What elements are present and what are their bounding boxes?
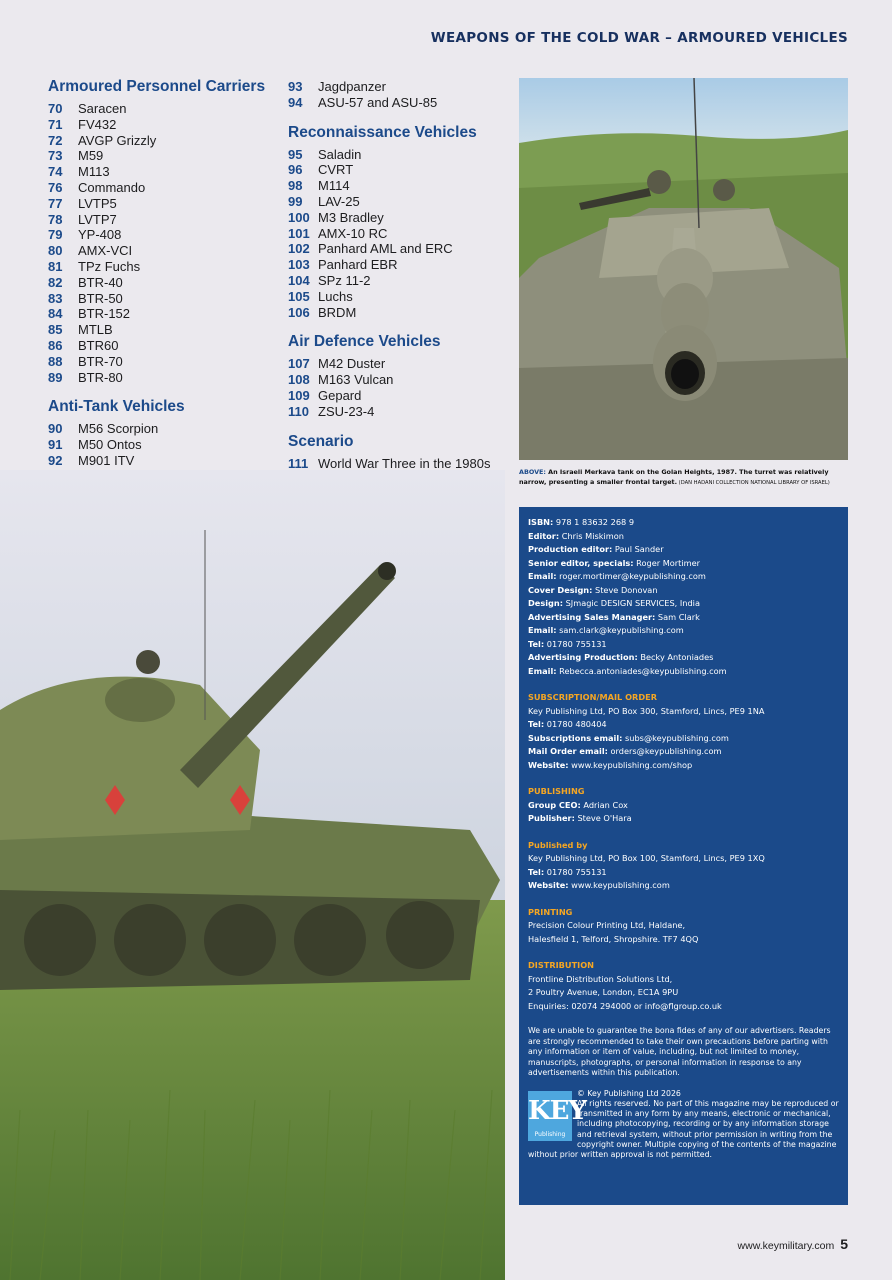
section-heading: Anti-Tank Vehicles bbox=[48, 398, 185, 416]
page-number-ref: 84 bbox=[48, 306, 63, 322]
credit-line bbox=[528, 570, 840, 584]
vehicle-name: LVTP7 bbox=[78, 211, 117, 227]
credit-label: Subscriptions email: bbox=[528, 732, 623, 743]
page-number-ref: 95 bbox=[288, 146, 303, 162]
vehicle-name: M114 bbox=[318, 178, 350, 194]
credit-value: sam.clark@keypublishing.com bbox=[556, 625, 684, 635]
section-heading: Air Defence Vehicles bbox=[288, 333, 441, 351]
credit-value: 978 1 83632 268 9 bbox=[553, 517, 635, 527]
vehicle-name: BTR-40 bbox=[78, 274, 123, 290]
vehicle-name: M56 Scorpion bbox=[78, 421, 159, 437]
credit-line bbox=[528, 651, 840, 665]
credit-line bbox=[528, 759, 840, 773]
vehicle-name: Panhard EBR bbox=[318, 257, 398, 273]
vehicle-name: FV432 bbox=[78, 116, 117, 132]
contents-entry bbox=[288, 456, 508, 472]
page-number-ref: 86 bbox=[48, 337, 63, 353]
contents-entry bbox=[48, 275, 268, 291]
credit-line: 2 Poultry Avenue, London, EC1A 9PU bbox=[528, 987, 679, 997]
vehicle-name: LVTP5 bbox=[78, 195, 117, 211]
contents-entry bbox=[48, 259, 268, 275]
subscription-heading: SUBSCRIPTION/MAIL ORDER bbox=[528, 692, 658, 702]
background-tank-illustration bbox=[0, 470, 505, 1280]
contents-entry bbox=[288, 147, 508, 163]
page-number-ref: 104 bbox=[288, 272, 310, 288]
vehicle-name: BRDM bbox=[318, 304, 357, 320]
page-number-ref: 85 bbox=[48, 322, 63, 338]
page-number-ref: 106 bbox=[288, 304, 310, 320]
credit-label: Email: bbox=[528, 625, 557, 635]
credit-value: Steve O'Hara bbox=[574, 813, 632, 823]
printing-section bbox=[528, 906, 840, 947]
contents-entry bbox=[288, 404, 508, 420]
vehicle-name: SPz 11-2 bbox=[318, 272, 371, 288]
page-number-ref: 76 bbox=[48, 179, 63, 195]
contents-entry bbox=[288, 356, 508, 372]
vehicle-name: Gepard bbox=[318, 387, 362, 403]
credit-line bbox=[528, 638, 840, 652]
published-by-address: Key Publishing Ltd, PO Box 100, Stamford, Lincs, PE9 1XQ bbox=[528, 853, 765, 863]
caption-text: An Israeli Merkava tank on the Golan Heights, 1987. The turret was relatively narrow, presenting a smaller frontal target. bbox=[519, 468, 829, 486]
merkava-tank-photo bbox=[519, 78, 848, 460]
contents-column-left bbox=[48, 79, 268, 483]
page-number-ref: 99 bbox=[288, 193, 303, 209]
page-number-ref: 82 bbox=[48, 274, 63, 290]
page-number-ref: 93 bbox=[288, 79, 303, 94]
credit-label: Email: bbox=[528, 571, 557, 581]
editorial-credits bbox=[528, 516, 840, 678]
credit-value: orders@keypublishing.com bbox=[607, 746, 722, 756]
vehicle-name: ASU-57 and ASU-85 bbox=[318, 94, 438, 110]
page-number-ref: 91 bbox=[48, 437, 63, 453]
contents-entry bbox=[48, 227, 268, 243]
credit-label: Production editor: bbox=[528, 544, 613, 554]
page-number-ref: 102 bbox=[288, 241, 310, 257]
vehicle-name: MTLB bbox=[78, 322, 113, 338]
section-heading: Reconnaissance Vehicles bbox=[288, 123, 477, 141]
credit-line bbox=[528, 665, 840, 679]
credit-value: SJmagic DESIGN SERVICES, India bbox=[563, 598, 700, 608]
page-number-ref: 110 bbox=[288, 403, 309, 419]
credit-value: www.keypublishing.com bbox=[568, 880, 670, 890]
page-number-ref: 88 bbox=[48, 353, 63, 369]
credit-label: Tel: bbox=[528, 719, 545, 729]
page-number-ref: 79 bbox=[48, 227, 63, 243]
credit-value: Rebecca.antoniades@keypublishing.com bbox=[556, 665, 727, 676]
credit-value: Adrian Cox bbox=[580, 799, 628, 810]
credit-value: Becky Antoniades bbox=[637, 652, 714, 662]
credit-line bbox=[528, 584, 840, 598]
contents-entry bbox=[48, 243, 268, 259]
vehicle-name: AVGP Grizzly bbox=[78, 132, 157, 148]
section-heading: Scenario bbox=[288, 432, 354, 450]
vehicle-name: M163 Vulcan bbox=[318, 372, 394, 388]
credit-line bbox=[528, 530, 840, 544]
contents-column-right bbox=[288, 79, 508, 485]
page-number-ref: 103 bbox=[288, 257, 310, 273]
credit-value: 01780 755131 bbox=[544, 638, 607, 649]
credit-line bbox=[528, 812, 840, 826]
key-publishing-logo: KEY Publishing bbox=[528, 1091, 572, 1141]
contents-entry bbox=[48, 148, 268, 164]
page-number-ref: 70 bbox=[48, 101, 63, 116]
credit-line bbox=[528, 597, 840, 611]
page-footer bbox=[738, 1236, 848, 1252]
credit-label: Group CEO: bbox=[528, 799, 581, 810]
credit-value: 01780 480404 bbox=[544, 719, 607, 729]
credit-value: subs@keypublishing.com bbox=[622, 732, 729, 743]
credit-label: ISBN: bbox=[528, 517, 554, 527]
contents-section bbox=[288, 334, 508, 419]
copyright-block bbox=[528, 1089, 840, 1161]
credit-value: roger.mortimer@keypublishing.com bbox=[556, 571, 706, 581]
credit-line: Halesfield 1, Telford, Shropshire. TF7 4QQ bbox=[528, 933, 699, 944]
subscription-section bbox=[528, 691, 840, 772]
page-number-ref: 94 bbox=[288, 94, 303, 110]
vehicle-name: AMX-10 RC bbox=[318, 225, 388, 241]
credit-line bbox=[528, 732, 840, 746]
credit-label: Email: bbox=[528, 665, 557, 676]
contents-entry bbox=[48, 421, 268, 437]
credit-line bbox=[528, 745, 840, 759]
contents-entry bbox=[48, 180, 268, 196]
contents-section bbox=[288, 434, 508, 472]
contents-entry bbox=[48, 437, 268, 453]
footer-url[interactable]: www.keymilitary.com bbox=[737, 1240, 835, 1252]
printing-heading: PRINTING bbox=[528, 906, 573, 917]
copyright-line: © Key Publishing Ltd 2026 bbox=[577, 1088, 681, 1098]
vehicle-name: Jagdpanzer bbox=[318, 79, 386, 94]
vehicle-name: M59 bbox=[78, 148, 104, 164]
contents-entry bbox=[48, 370, 268, 386]
contents-entry bbox=[48, 291, 268, 307]
contents-entry bbox=[48, 338, 268, 354]
contents-entry bbox=[48, 164, 268, 180]
vehicle-name: Panhard AML and ERC bbox=[318, 241, 453, 257]
contents-section bbox=[48, 79, 268, 385]
page-number-ref: 78 bbox=[48, 211, 63, 227]
page-number-ref: 77 bbox=[48, 195, 63, 211]
credit-line bbox=[528, 866, 840, 880]
credit-value: 01780 755131 bbox=[544, 866, 607, 877]
subscription-address: Key Publishing Ltd, PO Box 300, Stamford, Lincs, PE9 1NA bbox=[528, 705, 765, 716]
published-by-heading: Published by bbox=[528, 839, 588, 850]
contents-entry bbox=[48, 101, 268, 117]
caption-credit: (DAN HADANI COLLECTION NATIONAL LIBRARY OF ISRAEL) bbox=[677, 479, 830, 486]
credit-value: Roger Mortimer bbox=[633, 557, 701, 568]
page-number-ref: 101 bbox=[288, 225, 310, 241]
contents-entry bbox=[288, 226, 508, 242]
advertiser-notice: We are unable to guarantee the bona fides of any of our advertisers. Readers are strongly recommended to take their own precautions before parting with any information or item of value, including, but not limited to money, manuscripts, photographs, or personal information in response to any advertisements within this publication. bbox=[528, 1026, 831, 1077]
contents-entry bbox=[288, 178, 508, 194]
contents-entry bbox=[288, 372, 508, 388]
publishing-section bbox=[528, 785, 840, 826]
vehicle-name: M50 Ontos bbox=[78, 437, 142, 453]
vehicle-name: BTR60 bbox=[78, 337, 119, 353]
credit-line bbox=[528, 879, 840, 893]
page-number-ref: 71 bbox=[48, 116, 63, 132]
credit-line bbox=[528, 516, 840, 530]
credit-line: Enquiries: 02074 294000 or info@flgroup.co.uk bbox=[528, 1000, 722, 1011]
credit-line bbox=[528, 611, 840, 625]
page-number-ref: 105 bbox=[288, 288, 310, 304]
vehicle-name: BTR-80 bbox=[78, 369, 123, 385]
contents-entry bbox=[48, 196, 268, 212]
contents-entry bbox=[288, 79, 508, 95]
credit-value: Paul Sander bbox=[612, 544, 664, 554]
credit-value: Sam Clark bbox=[655, 611, 700, 622]
distribution-heading: DISTRIBUTION bbox=[528, 960, 595, 970]
contents-entry bbox=[288, 162, 508, 178]
credit-label: Editor: bbox=[528, 530, 560, 541]
credit-value: www.keypublishing.com/shop bbox=[568, 759, 693, 770]
page-number-ref: 90 bbox=[48, 421, 63, 437]
page-number-ref: 81 bbox=[48, 258, 63, 274]
vehicle-name: M42 Duster bbox=[318, 356, 386, 372]
credit-label: Advertising Production: bbox=[528, 652, 638, 662]
vehicle-name: Luchs bbox=[318, 288, 353, 304]
contents-section bbox=[288, 125, 508, 321]
vehicle-name: BTR-152 bbox=[78, 306, 131, 322]
credits-panel bbox=[519, 507, 848, 1205]
contents-entry bbox=[288, 95, 508, 111]
credit-line: Frontline Distribution Solutions Ltd, bbox=[528, 973, 673, 984]
contents-entry bbox=[288, 289, 508, 305]
rights-text: All rights reserved. No part of this magazine may be reproduced or transmitted in any form by any means, electronic or mechanical, including photocopying, recording or by any information storage and retrieval system, without prior permission in writing from the copyright owner. Multiple copying of the contents of the magazine without prior written approval is not permitted. bbox=[528, 1098, 839, 1160]
credit-line bbox=[528, 557, 840, 571]
vehicle-name: AMX-VCI bbox=[78, 243, 133, 259]
contents-entry bbox=[288, 194, 508, 210]
page-number: 5 bbox=[840, 1236, 848, 1252]
credit-line: Precision Colour Printing Ltd, Haldane, bbox=[528, 920, 686, 930]
contents-entry bbox=[288, 273, 508, 289]
credit-label: Website: bbox=[528, 759, 569, 770]
credit-label: Advertising Sales Manager: bbox=[528, 611, 656, 622]
page-number-ref: 83 bbox=[48, 290, 63, 306]
contents-entry bbox=[288, 241, 508, 257]
page-number-ref: 73 bbox=[48, 148, 63, 164]
vehicle-name: BTR-50 bbox=[78, 290, 123, 306]
credit-label: Website: bbox=[528, 880, 569, 890]
photo-caption bbox=[519, 468, 848, 488]
contents-entry bbox=[48, 322, 268, 338]
published-by-section bbox=[528, 839, 840, 893]
credit-label: Publisher: bbox=[528, 813, 575, 823]
vehicle-name: M3 Bradley bbox=[318, 209, 384, 225]
contents-section bbox=[48, 399, 268, 468]
vehicle-name: Commando bbox=[78, 179, 146, 195]
vehicle-name: M901 ITV bbox=[78, 452, 135, 468]
contents-entry bbox=[288, 257, 508, 273]
page-number-ref: 74 bbox=[48, 164, 63, 180]
contents-entry bbox=[48, 117, 268, 133]
vehicle-name: BTR-70 bbox=[78, 353, 123, 369]
page-number-ref: 96 bbox=[288, 162, 303, 178]
credit-line bbox=[528, 718, 840, 732]
contents-entry bbox=[288, 388, 508, 404]
page-number-ref: 108 bbox=[288, 372, 310, 388]
page-number-ref: 100 bbox=[288, 209, 310, 225]
page-header: WEAPONS OF THE COLD WAR – ARMOURED VEHICLES bbox=[430, 30, 848, 46]
page-number-ref: 72 bbox=[48, 132, 63, 148]
credit-value: Chris Miskimon bbox=[559, 530, 624, 541]
page-number-ref: 80 bbox=[48, 243, 63, 259]
credit-label: Design: bbox=[528, 598, 563, 608]
page-number-ref: 89 bbox=[48, 369, 63, 385]
credit-label: Tel: bbox=[528, 866, 545, 877]
page-number-ref: 92 bbox=[48, 452, 63, 468]
caption-lead: ABOVE: bbox=[519, 468, 546, 476]
page-number-ref: 98 bbox=[288, 178, 303, 194]
vehicle-name: YP-408 bbox=[78, 227, 122, 243]
credit-line bbox=[528, 543, 840, 557]
section-heading: Armoured Personnel Carriers bbox=[48, 78, 266, 95]
vehicle-name: Saracen bbox=[78, 101, 127, 116]
credit-value: Steve Donovan bbox=[592, 584, 658, 595]
contents-entry bbox=[288, 210, 508, 226]
contents-entry bbox=[48, 306, 268, 322]
credit-line bbox=[528, 624, 840, 638]
credit-label: Mail Order email: bbox=[528, 746, 608, 756]
contents-entry bbox=[48, 133, 268, 149]
vehicle-name: ZSU-23-4 bbox=[318, 403, 375, 419]
vehicle-name: CVRT bbox=[318, 162, 354, 178]
vehicle-name: M113 bbox=[78, 164, 110, 180]
page-number-ref: 111 bbox=[288, 455, 309, 471]
vehicle-name: World War Three in the 1980s bbox=[318, 455, 491, 471]
page-number-ref: 107 bbox=[288, 356, 310, 372]
credit-label: Senior editor, specials: bbox=[528, 557, 634, 568]
contents-entry bbox=[48, 453, 268, 469]
publishing-heading: PUBLISHING bbox=[528, 786, 585, 796]
page-number-ref: 109 bbox=[288, 387, 310, 403]
vehicle-name: Saladin bbox=[318, 146, 362, 162]
contents-entry bbox=[48, 354, 268, 370]
vehicle-name: TPz Fuchs bbox=[78, 258, 141, 274]
credit-label: Cover Design: bbox=[528, 584, 593, 595]
vehicle-name: LAV-25 bbox=[318, 193, 360, 209]
credit-line bbox=[528, 799, 840, 813]
credit-label: Tel: bbox=[528, 638, 545, 649]
contents-section bbox=[288, 79, 508, 111]
contents-entry bbox=[48, 212, 268, 228]
contents-entry bbox=[288, 305, 508, 321]
distribution-section bbox=[528, 959, 840, 1013]
